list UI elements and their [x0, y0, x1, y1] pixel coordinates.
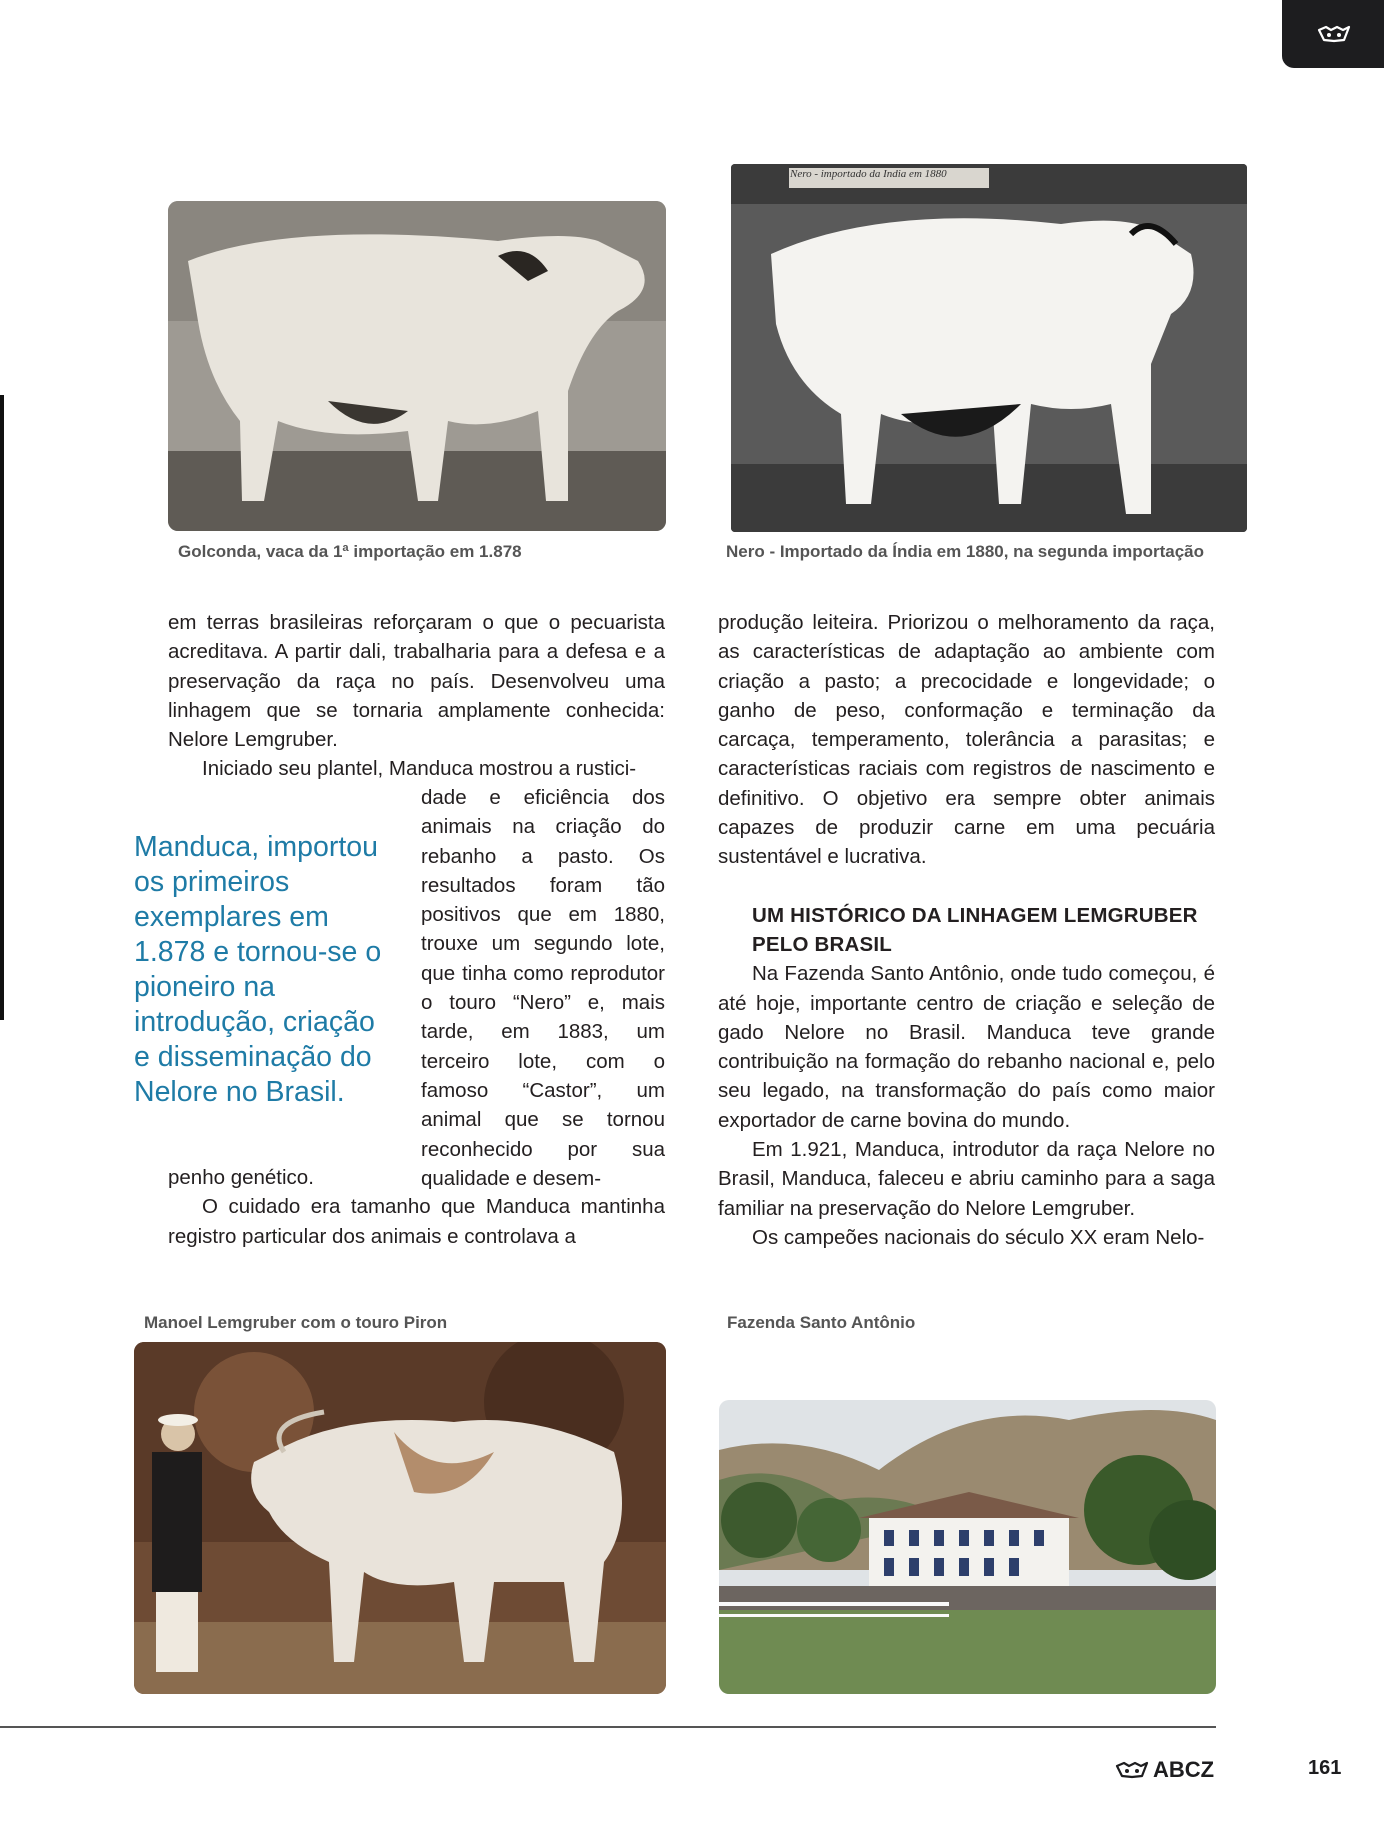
- abcz-zebu-icon: [1317, 24, 1351, 44]
- paragraph: Na Fazenda Santo Antônio, onde tudo começou, é até hoje, importante centro de criação e seleção de gado Nelore no Brasil. Manduca teve grande contribuição na formação do rebanho nacional e, pelo seu legado, na transformação do país como maior exportador de carne bovina do mundo.: [718, 962, 1215, 1132]
- caption-manoel: Manoel Lemgruber com o touro Piron: [144, 1313, 448, 1332]
- left-column-top: [168, 608, 665, 784]
- paragraph-lead: Iniciado seu plantel, Manduca mostrou a rustici-: [202, 757, 637, 781]
- photo-golconda: [168, 201, 666, 531]
- paragraph: em terras brasileiras reforçaram o que o pecuarista acreditava. A partir dali, trabalharia para a defesa e a preservação da raça no país. Desenvolveu uma linhagem que se tornaria amplamente conhecida: Nelore Lemgruber.: [168, 611, 665, 752]
- caption-nero: Nero - Importado da Índia em 1880, na segunda importação: [726, 542, 1205, 561]
- footer-rule: [0, 1726, 1216, 1728]
- footer-brand: ABCZ: [1153, 1757, 1215, 1782]
- left-column-wrap: [421, 783, 665, 1193]
- paragraph-wrap: dade e eficiência dos animais na criação do rebanho a pasto. Os resultados foram tão positivos que em 1880, trouxe um segundo lote, que tinha como reprodutor o touro “Nero” e, mais tarde, em 1883, um terceiro lote, com o famoso “Castor”, um animal que se tornou reconhecido por sua qualidade e desem-: [421, 786, 665, 1190]
- paragraph: produção leiteira. Priorizou o melhoramento da raça, as características de adaptação ao ambiente com criação a pasto; a precocidade e longevidade; o ganho de peso, conformação e terminação da carcaça, temperamento, tolerância a parasitas; e características raciais com registros de nascimento e definitivo. O objetivo era sempre obter animais capazes de produzir carne em uma pecuária sustentável e lucrativa.: [718, 611, 1215, 869]
- paragraph: Os campeões nacionais do século XX eram Nelo-: [752, 1225, 1205, 1249]
- left-column-bottom: [168, 1163, 665, 1251]
- paragraph-tail: penho genético.: [168, 1166, 314, 1189]
- section-tab: [1282, 0, 1384, 68]
- abcz-zebu-icon: [1115, 1760, 1149, 1780]
- page-edge-bar: [0, 395, 4, 1020]
- right-column: [718, 608, 1215, 1252]
- caption-fazenda: Fazenda Santo Antônio: [727, 1313, 916, 1332]
- caption-golconda: Golconda, vaca da 1ª importação em 1.878: [178, 542, 522, 561]
- page-number: 161: [1308, 1757, 1342, 1779]
- paragraph: Em 1.921, Manduca, introdutor da raça Nelore no Brasil, Manduca, faleceu e abriu caminho para a saga familiar na preservação do Nelore Lemgruber.: [718, 1138, 1215, 1220]
- photo-manoel: [134, 1342, 666, 1694]
- section-heading: UM HISTÓRICO DA LINHAGEM LEMGRUBER PELO BRASIL: [752, 903, 1198, 956]
- footer-logo: [1115, 1757, 1214, 1783]
- nero-photo-label: Nero - importado da India em 1880: [790, 168, 947, 180]
- paragraph: O cuidado era tamanho que Manduca mantinha registro particular dos animais e controlava a: [168, 1195, 665, 1248]
- photo-fazenda: [719, 1400, 1216, 1694]
- pull-quote: Manduca, importou os primeiros exemplares em 1.878 e tornou-se o pioneiro na introdução, criação e disseminação do Nelore no Brasil.: [134, 831, 382, 1108]
- photo-nero: [731, 164, 1247, 532]
